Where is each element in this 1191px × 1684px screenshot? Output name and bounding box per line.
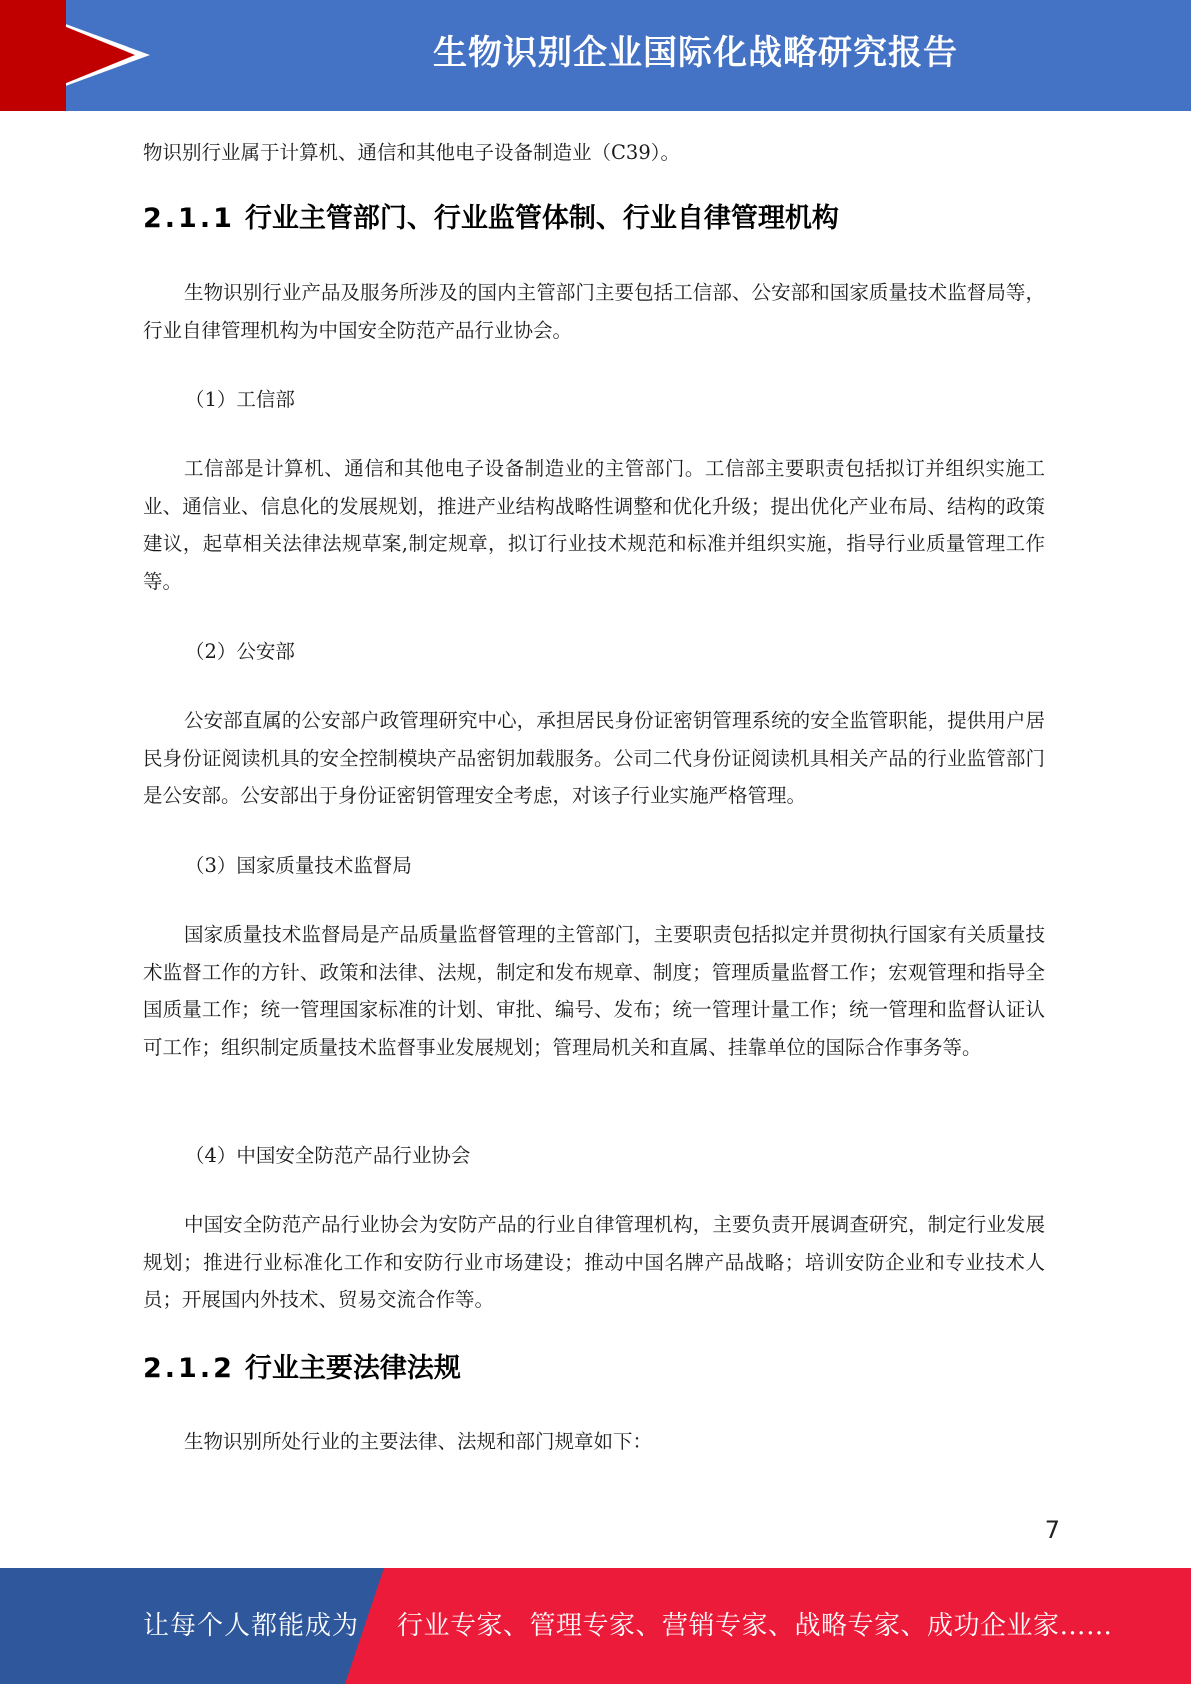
section-heading-2-1-1 xyxy=(143,199,839,239)
footer-slogan-left: 让每个人都能成为 xyxy=(143,1611,360,1641)
laws-intro-paragraph: 生物识别所处行业的主要法律、法规和部门规章如下： xyxy=(184,1430,653,1453)
section-title: 行业主管部门、行业监管体制、行业自律管理机构 xyxy=(244,203,839,234)
item-1-label: （1）工信部 xyxy=(185,388,295,411)
page-header-band xyxy=(0,0,1191,111)
intro-paragraph-tail: 物识别行业属于计算机、通信和其他电子设备制造业（C39）。 xyxy=(143,141,680,164)
item-2-paragraph: 公安部直属的公安部户政管理研究中心，承担居民身份证密钥管理系统的安全监管职能，提供用户居民身份证阅读机具的安全控制模块产品密钥加载服务。公司二代身份证阅读机具相关产品的行业监管部门是公安部。公安部出于身份证密钥管理安全考虑，对该子行业实施严格管理。 xyxy=(143,709,1045,807)
section-heading-2-1-2 xyxy=(143,1349,461,1389)
header-chevron-red xyxy=(0,0,140,111)
item-1-paragraph: 工信部是计算机、通信和其他电子设备制造业的主管部门。工信部主要职责包括拟订并组织实施工业、通信业、信息化的发展规划，推进产业结构战略性调整和优化升级；提出优化产业布局、结构的政策建议，起草相关法律法规草案,制定规章，拟订行业技术规范和标准并组织实施，指导行业质量管理工作等。 xyxy=(143,457,1045,593)
item-2-label: （2）公安部 xyxy=(185,640,295,663)
section-number: 2.1.1 xyxy=(143,203,235,234)
section-number: 2.1.2 xyxy=(143,1353,235,1384)
item-3-label: （3）国家质量技术监督局 xyxy=(185,854,412,877)
page-number: 7 xyxy=(1044,1516,1060,1544)
item-3-paragraph: 国家质量技术监督局是产品质量监督管理的主管部门，主要职责包括拟定并贯彻执行国家有关质量技术监督工作的方针、政策和法律、法规，制定和发布规章、制度；管理质量监督工作；宏观管理和指导全国质量工作；统一管理国家标准的计划、审批、编号、发布；统一管理计量工作；统一管理和监督认证认可工作；组织制定质量技术监督事业发展规划；管理局机关和直属、挂靠单位的国际合作事务等。 xyxy=(143,923,1045,1059)
item-4-label: （4）中国安全防范产品行业协会 xyxy=(185,1144,471,1167)
section-title: 行业主要法律法规 xyxy=(244,1353,461,1384)
page-footer-band xyxy=(0,1568,1191,1684)
item-4-paragraph: 中国安全防范产品行业协会为安防产品的行业自律管理机构，主要负责开展调查研究，制定行业发展规划；推进行业标准化工作和安防行业市场建设；推动中国名牌产品战略；培训安防企业和专业技术人员；开展国内外技术、贸易交流合作等。 xyxy=(143,1213,1045,1311)
overview-paragraph: 生物识别行业产品及服务所涉及的国内主管部门主要包括工信部、公安部和国家质量技术监督局等，行业自律管理机构为中国安全防范产品行业协会。 xyxy=(143,281,1045,342)
footer-slogan-right: 行业专家、管理专家、营销专家、战略专家、成功企业家…… xyxy=(397,1611,1113,1641)
report-title: 生物识别企业国际化战略研究报告 xyxy=(433,33,958,73)
